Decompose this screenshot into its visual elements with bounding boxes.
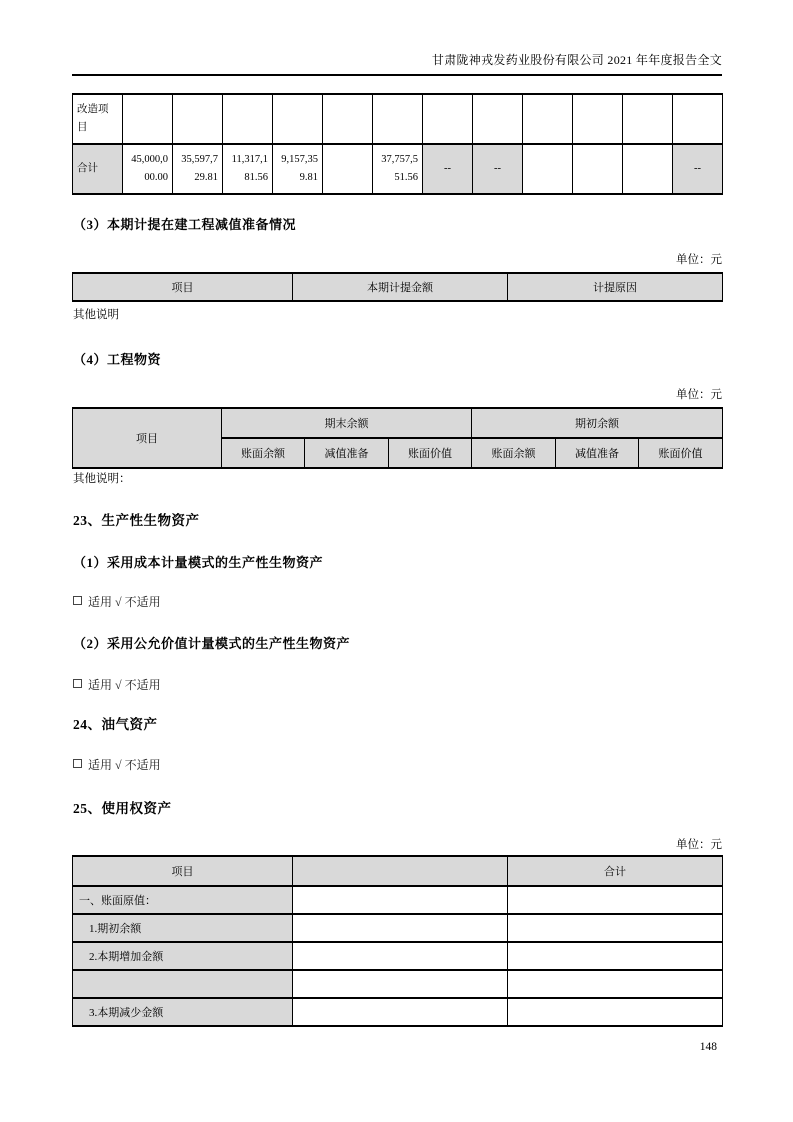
page-header-title: 甘肃陇神戎发药业股份有限公司 2021 年年度报告全文 xyxy=(431,53,722,67)
table-cell xyxy=(293,942,508,970)
table-row xyxy=(73,998,723,1026)
right-of-use-assets-table xyxy=(72,855,723,1027)
table-cell: -- xyxy=(423,144,473,194)
checkbox-icon xyxy=(73,679,82,688)
table-cell xyxy=(223,94,273,144)
section4-heading: （4）工程物资 xyxy=(73,352,162,367)
section4-unit-label: 单位：元 xyxy=(676,389,722,401)
table-cell xyxy=(373,94,423,144)
section23-sub1-applicability xyxy=(73,593,161,610)
section23-sub1-heading: （1）采用成本计量模式的生产性生物资产 xyxy=(73,555,324,570)
header-cell-ending-balance: 期末余额 xyxy=(222,408,472,438)
subheader-cell: 账面价值 xyxy=(389,438,472,468)
table-cell xyxy=(508,942,723,970)
section23-sub2-applicability xyxy=(73,676,161,693)
section4-note: 其他说明： xyxy=(73,473,131,485)
section25-unit-label: 单位：元 xyxy=(676,839,722,851)
engineering-materials-table xyxy=(72,407,723,469)
section3-unit-label: 单位：元 xyxy=(676,254,722,266)
row-label-cell xyxy=(73,970,293,998)
section24-applicability xyxy=(73,756,161,773)
row-label-cell: 合计 xyxy=(73,144,123,194)
table-cell xyxy=(293,914,508,942)
table-cell xyxy=(623,94,673,144)
table-header-row xyxy=(73,408,723,438)
table-cell xyxy=(508,886,723,914)
section3-heading: （3）本期计提在建工程减值准备情况 xyxy=(73,217,297,232)
header-cell: 项目 xyxy=(73,856,293,886)
header-cell: 计提原因 xyxy=(508,273,723,301)
table-header-row xyxy=(73,273,723,301)
applicability-text: 适用 √ 不适用 xyxy=(88,758,161,772)
table-cell xyxy=(473,94,523,144)
row-label-cell: 3.本期减少金额 xyxy=(73,998,293,1026)
section25-heading: 25、使用权资产 xyxy=(73,801,172,816)
header-cell: 本期计提金额 xyxy=(293,273,508,301)
table-cell: -- xyxy=(673,144,723,194)
table-cell xyxy=(423,94,473,144)
table-row xyxy=(73,942,723,970)
construction-in-progress-table xyxy=(72,93,723,195)
table-cell xyxy=(508,998,723,1026)
table-cell: -- xyxy=(473,144,523,194)
applicability-text: 适用 √ 不适用 xyxy=(88,678,161,692)
table-cell xyxy=(123,94,173,144)
subheader-cell: 减值准备 xyxy=(556,438,639,468)
table-cell xyxy=(323,94,373,144)
header-cell-beginning-balance: 期初余额 xyxy=(472,408,723,438)
table-cell xyxy=(508,914,723,942)
table-row xyxy=(73,886,723,914)
page-number: 148 xyxy=(699,1041,717,1053)
table-cell: 35,597,729.81 xyxy=(173,144,223,194)
header-rule xyxy=(72,74,722,76)
section24-heading: 24、油气资产 xyxy=(73,717,158,732)
table-cell xyxy=(523,94,573,144)
impairment-provision-table xyxy=(72,272,723,302)
table-cell: 45,000,000.00 xyxy=(123,144,173,194)
table-cell xyxy=(573,144,623,194)
header-cell: 项目 xyxy=(73,408,222,468)
header-cell: 项目 xyxy=(73,273,293,301)
table-cell xyxy=(523,144,573,194)
table-row xyxy=(73,94,723,144)
table-header-row xyxy=(73,856,723,886)
table-cell xyxy=(323,144,373,194)
table-row xyxy=(73,914,723,942)
section23-sub2-heading: （2）采用公允价值计量模式的生产性生物资产 xyxy=(73,636,351,651)
table-cell xyxy=(623,144,673,194)
table-cell xyxy=(293,886,508,914)
section3-note: 其他说明 xyxy=(73,309,119,321)
table-cell xyxy=(173,94,223,144)
row-label-cell: 2.本期增加金额 xyxy=(73,942,293,970)
table-cell: 9,157,359.81 xyxy=(273,144,323,194)
table-cell xyxy=(508,970,723,998)
subheader-cell: 账面余额 xyxy=(222,438,305,468)
table-cell xyxy=(273,94,323,144)
header-cell xyxy=(293,856,508,886)
table-cell xyxy=(673,94,723,144)
checkbox-icon xyxy=(73,596,82,605)
row-label-cell: 改造项目 xyxy=(73,94,123,144)
checkbox-icon xyxy=(73,759,82,768)
table-cell: 11,317,181.56 xyxy=(223,144,273,194)
table-cell xyxy=(573,94,623,144)
table-cell xyxy=(293,998,508,1026)
header-cell: 合计 xyxy=(508,856,723,886)
table-row-total xyxy=(73,144,723,194)
subheader-cell: 账面价值 xyxy=(639,438,723,468)
row-label-cell: 一、账面原值： xyxy=(73,886,293,914)
applicability-text: 适用 √ 不适用 xyxy=(88,595,161,609)
row-label-cell: 1.期初余额 xyxy=(73,914,293,942)
subheader-cell: 账面余额 xyxy=(472,438,556,468)
section23-heading: 23、生产性生物资产 xyxy=(73,513,200,528)
table-cell xyxy=(293,970,508,998)
subheader-cell: 减值准备 xyxy=(305,438,389,468)
table-row xyxy=(73,970,723,998)
table-cell: 37,757,551.56 xyxy=(373,144,423,194)
